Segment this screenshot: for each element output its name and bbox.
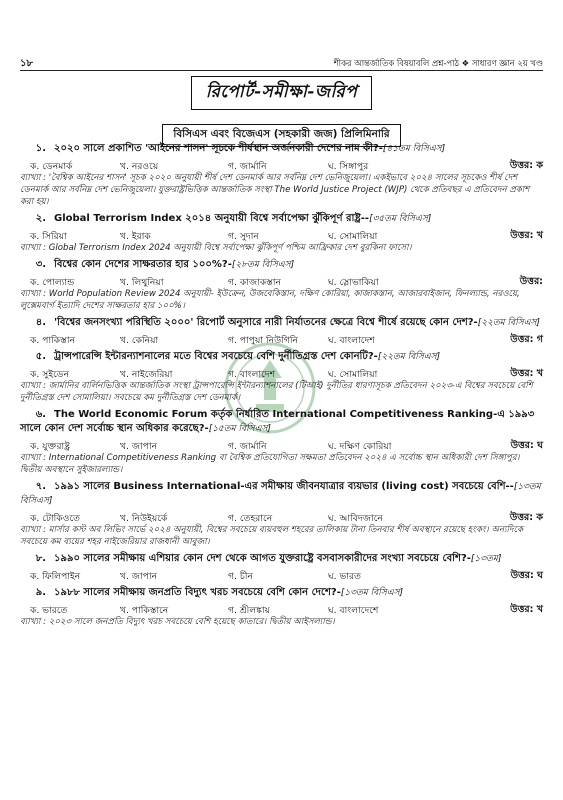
exam-reference: [৩৫তম বিসিএস] — [369, 214, 432, 224]
question-text-line: ৪. 'বিশ্বের জনসংখ্যা পরিস্থিতি ২০০০' রিপোর্ট অনুসারে নারী নির্যাতনের ক্ষেত্রে বিশ্বে শীর্ষে রয়েছে কোন দেশ?-[২২তম বিসিএস] — [20, 316, 543, 330]
question-item — [20, 586, 543, 628]
answer-option: খ. নরওয়ে — [120, 161, 159, 172]
correct-answer: উত্তর: ঘ — [510, 570, 543, 581]
answer-option: গ. পাপুয়া নিউগিনি — [228, 335, 299, 346]
question-text: ট্রান্সপারেন্সি ইন্টারন্যাশনালের মতে বিশ্বের সবচেয়ে বেশি দুর্নীতিগ্রস্ত দেশ কোনটি? — [54, 351, 374, 362]
question-list — [20, 142, 543, 632]
question-text: 'বিশ্বের জনসংখ্যা পরিস্থিতি ২০০০' রিপোর্ট অনুসারে নারী নির্যাতনের ক্ষেত্রে বিশ্বে শীর্ষে রয়েছে কোন দেশ? — [54, 317, 474, 328]
question-text-line: ৭. ১৯৯১ সালের Business International-এর সমীক্ষায় জীবনযাত্রার ব্যয়ভার (living cost) সবচেয়ে বেশি--[১৩তম বিসিএস] — [20, 481, 541, 506]
correct-answer: উত্তর: খ — [510, 230, 543, 241]
section-heading: বিসিএস এবং বিজেএস (সহকারী জজ) প্রিলিমিনারি — [162, 124, 400, 147]
option-row — [20, 437, 543, 452]
exam-reference: [২৮তম বিসিএস] — [231, 260, 295, 270]
answer-option: ঘ. স্লোভাকিয়া — [328, 277, 379, 288]
answer-option: ঘ. ভারত — [328, 571, 361, 582]
answer-option: খ. ইরাক — [120, 231, 151, 242]
question-text-line: ৬. The World Economic Forum কর্তৃক নির্ধারিত International Competitiveness Ranking-এ ১৯৯৩ সালে কোন দেশ সর্বোচ্চ স্থান অধিকার করেছে?-[১৫তম বিসিএস] — [20, 409, 535, 434]
book-title: শীকর আন্তর্জাতিক বিষয়াবলি প্রশ্ন-পাঠ ❖ সাধারণ জ্ঞান ২য় খণ্ড — [333, 58, 543, 68]
answer-option: খ. পাকিস্তানে — [120, 605, 169, 616]
explanation-text: ব্যাখ্যা : International Competitiveness Ranking বা বৈশ্বিক প্রতিযোগিতা সক্ষমতা প্রতিবেদন ২০২৪ এ সর্বোচ্চ স্থান অধিকারী দেশ সিঙ্গাপুর। দ্বিতীয় অবস্থানে সুইজারল্যান্ড। — [20, 453, 520, 475]
answer-option: খ. জাপান — [120, 441, 158, 452]
banner-container — [0, 76, 563, 110]
answer-option: ক. যুক্তরাষ্ট্র — [30, 441, 71, 452]
question-text: ২০২০ সালে প্রকাশিত 'আইনের শাসন' সূচকে শীর্ষস্থান অর্জনকারী দেশের নাম কী? — [54, 143, 379, 154]
correct-answer: উত্তর: — [519, 276, 543, 287]
answer-option: গ. জার্মানি — [228, 441, 267, 452]
question-item — [20, 142, 543, 208]
chapter-banner: রিপোর্ট-সমীক্ষা-জরিপ — [191, 76, 373, 110]
explanation-text: ব্যাখ্যা : Global Terrorism Index 2024 অনুযায়ী বিশ্বে সর্বাপেক্ষা ঝুঁকিপূর্ণ পশ্চিম আফ্রিকার দেশ বুরকিনা ফাসো। — [20, 243, 412, 253]
exam-reference: [১৫তম বিসিএস] — [208, 424, 271, 434]
question-text: ১৯৯১ সালের Business International-এর সমীক্ষায় জীবনযাত্রার ব্যয়ভার (living cost) সবচেয়ে বেশি- — [54, 481, 510, 492]
question-text: Global Terrorism Index ২০১৪ অনুযায়ী বিশ্বে সর্বাপেক্ষা ঝুঁকিপূর্ণ রাষ্ট্র- — [54, 213, 365, 224]
exam-reference: [১৩তম বিসিএস] — [20, 482, 541, 506]
question-text: ১৯৮৮ সালের সমীক্ষায় জনপ্রতি বিদ্যুৎ খরচ সবচেয়ে বেশি কোন দেশে? — [54, 587, 337, 598]
option-row — [20, 601, 543, 616]
option-row — [20, 227, 543, 242]
answer-option: ক. পোল্যান্ড — [30, 277, 75, 288]
answer-option: ক. পাকিস্তান — [30, 335, 75, 346]
explanation-text: ব্যাখ্যা : মার্সার কস্ট অব লিভিং সার্ভে ২০২৪ অনুযায়ী, বিশ্বের সবচেয়ে ব্যয়বহুল শহরের তালিকায় টানা তিনবার শীর্ষ অবস্থানে রয়েছে হংকং। অন্যদিকে সবচেয়ে কম ব্যয়ের শহর নাইজেরিয়ার রাজধানী আবুজা। — [20, 525, 523, 547]
question-number: ৯. — [35, 587, 46, 598]
option-row — [20, 273, 543, 288]
option-row — [20, 567, 543, 582]
question-text-line: ৩. বিশ্বের কোন দেশের সাক্ষরতার হার ১০০%?-[২৮তম বিসিএস] — [20, 258, 543, 272]
question-number: ২. — [35, 213, 46, 224]
question-text: বিশ্বের কোন দেশের সাক্ষরতার হার ১০০%? — [54, 259, 228, 270]
answer-option: ঘ. সিঙ্গাপুর — [328, 161, 369, 172]
correct-answer: উত্তর: ঘ — [510, 440, 543, 451]
exam-reference: [২২তম বিসিএস] — [477, 318, 540, 328]
answer-option: গ. শ্রীলঙ্কায় — [228, 605, 271, 616]
exam-reference: [২২তম বিসিএস] — [377, 352, 441, 362]
explanation-text: ব্যাখ্যা : 'বৈশ্বিক আইনের শাসন' সূচক ২০২০ অনুযায়ী শীর্ষ দেশ ডেনমার্ক আর সর্বনিম্ন দেশ ভেনিজুয়েলা। একইভাবে ২০২৪ সালের সূচকেও শীর্ষ দেশ ডেনমার্ক আর সর্বনিম্ন দেশ ভেনিজুয়েলা। যুক্তরাষ্ট্রভিত্তিক আন্তর্জাতিক সংস্থা The World Justice Project (WJP) থেকে প্রতিবছর এ প্রতিবেদন প্রকাশ করা হয়। — [20, 173, 530, 207]
answer-option: ক. ফিলিপাইন — [30, 571, 81, 582]
explanation-text: ব্যাখ্যা : ২০২৩ সালে জনপ্রতি বিদ্যুৎ খরচ সবচেয়ে বেশি হয়েছে কাতারে। দ্বিতীয় আইসল্যান্ড। — [20, 617, 335, 627]
question-item — [20, 408, 543, 476]
question-text: The World Economic Forum কর্তৃক নির্ধারিত International Competitiveness Ranking-এ ১৯৯৩ সালে কোন দেশ সর্বোচ্চ স্থান অধিকার করেছে? — [20, 409, 535, 434]
answer-option: গ. জার্মানি — [228, 161, 267, 172]
question-item — [20, 212, 543, 254]
question-number: ৮. — [35, 553, 46, 564]
question-number: ৩. — [35, 259, 46, 270]
correct-answer: উত্তর: ক — [509, 512, 543, 523]
page-header — [20, 54, 543, 71]
answer-option: ক. ভারতে — [30, 605, 68, 616]
correct-answer: উত্তর: খ — [510, 604, 543, 615]
answer-option: ক. সিরিয়া — [30, 231, 67, 242]
question-number: ১. — [35, 143, 46, 154]
answer-option: গ. চীন — [228, 571, 253, 582]
answer-option: গ. কাজাকস্তান — [228, 277, 282, 288]
answer-option: ঘ. বাংলাদেশ — [328, 335, 375, 346]
answer-option: ক. ডেনমার্ক — [30, 161, 73, 172]
answer-option: ঘ. বাংলাদেশে — [328, 605, 379, 616]
correct-answer: উত্তর: গ — [510, 334, 543, 345]
question-text-line: ১. ২০২০ সালে প্রকাশিত 'আইনের শাসন' সূচকে শীর্ষস্থান অর্জনকারী দেশের নাম কী?-[৪১তম বিসিএস] — [20, 142, 543, 156]
option-row — [20, 365, 543, 380]
question-number: ৭. — [35, 481, 46, 492]
page-number: ১৮ — [20, 58, 33, 69]
answer-option: ক. সুইডেন — [30, 369, 70, 380]
question-item — [20, 350, 543, 404]
answer-option: ঘ. আবিদজানে — [328, 513, 383, 524]
option-row — [20, 331, 543, 346]
correct-answer: উত্তর: খ — [510, 368, 543, 379]
question-item — [20, 316, 543, 350]
question-text-line: ৫. ট্রান্সপারেন্সি ইন্টারন্যাশনালের মতে বিশ্বের সবচেয়ে বেশি দুর্নীতিগ্রস্ত দেশ কোনটি?-[২২তম বিসিএস] — [20, 350, 543, 364]
answer-option: খ. নাইজেরিয়া — [120, 369, 173, 380]
question-text: ১৯৯০ সালের সমীক্ষায় এশিয়ার কোন দেশ থেকে আগত যুক্তরাষ্ট্রে বসবাসকারীদের সংখ্যা সবচেয়ে বেশি? — [54, 553, 467, 564]
answer-option: ঘ. দক্ষিণ কোরিয়া — [328, 441, 392, 452]
question-item — [20, 258, 543, 312]
question-item — [20, 480, 543, 548]
answer-option: গ. সুদান — [228, 231, 259, 242]
question-number: ৫. — [35, 351, 46, 362]
correct-answer: উত্তর: ক — [509, 160, 543, 171]
exam-reference: [৪১তম বিসিএস] — [382, 144, 446, 154]
explanation-text: ব্যাখ্যা : World Population Review 2024 অনুযায়ী- ইউক্রেন, উজবেকিস্তান, দক্ষিণ কোরিয়া, কাজাকস্তান, আজারবাইজান, ফিনল্যান্ড, নরওয়ে, লুক্সেমবার্গ ইত্যাদি দেশের সাক্ষরতার হার ১০০%। — [20, 289, 520, 311]
exam-reference: [১৩তম] — [470, 554, 502, 564]
answer-option: খ. জাপান — [120, 571, 158, 582]
option-row — [20, 157, 543, 172]
answer-option: খ. লিথুনিয়া — [120, 277, 164, 288]
question-text-line: ৯. ১৯৮৮ সালের সমীক্ষায় জনপ্রতি বিদ্যুৎ খরচ সবচেয়ে বেশি কোন দেশে?-[১৩তম বিসিএস] — [20, 586, 543, 600]
question-text-line: ২. Global Terrorism Index ২০১৪ অনুযায়ী বিশ্বে সর্বাপেক্ষা ঝুঁকিপূর্ণ রাষ্ট্র--[৩৫তম বিসিএস] — [20, 212, 543, 226]
question-number: ৬. — [35, 409, 46, 420]
option-row — [20, 509, 543, 524]
exam-reference: [১৩তম বিসিএস] — [340, 588, 404, 598]
answer-option: ঘ. সোমালিয়া — [328, 231, 378, 242]
answer-option: গ. তেহরানে — [228, 513, 273, 524]
answer-option: ক. টোকিওতে — [30, 513, 81, 524]
answer-option: গ. বাংলাদেশ — [228, 369, 276, 380]
answer-option: খ. নিউইয়র্কে — [120, 513, 168, 524]
explanation-text: ব্যাখ্যা : জার্মানির বার্লিনভিত্তিক আন্তর্জাতিক সংস্থা ট্রান্সপারেন্সি ইন্টারন্যাশনালের (টিআই) দুর্নীতির ধারণাসূচক প্রতিবেদন ২০২৩-এ বিশ্বের সবচেয়ে বেশি দুর্নীতিগ্রস্ত দেশ সোমালিয়া। সবচেয়ে কম দুর্নীতিগ্রস্ত দেশ ডেনমার্ক। — [20, 381, 533, 403]
question-item — [20, 552, 543, 586]
answer-option: ঘ. সোমালিয়া — [328, 369, 378, 380]
answer-option: খ. কেনিয়া — [120, 335, 159, 346]
question-text-line: ৮. ১৯৯০ সালের সমীক্ষায় এশিয়ার কোন দেশ থেকে আগত যুক্তরাষ্ট্রে বসবাসকারীদের সংখ্যা সবচেয়ে বেশি?-[১৩তম] — [20, 552, 543, 566]
question-number: ৪. — [35, 317, 46, 328]
